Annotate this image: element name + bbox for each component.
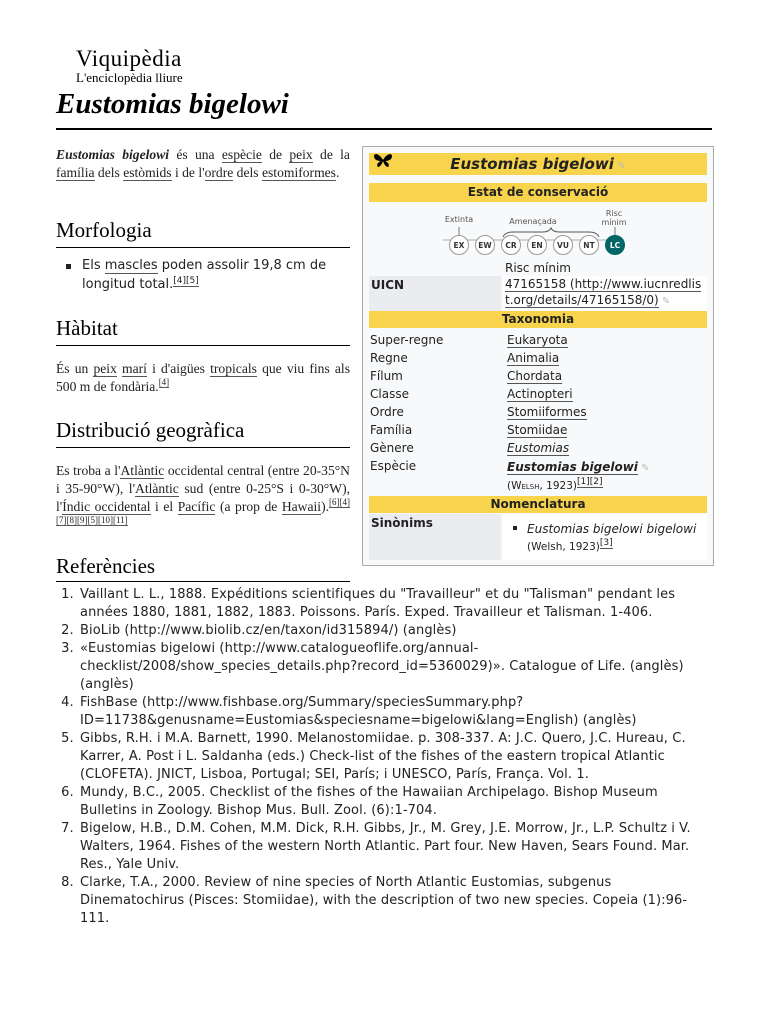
rank-label: Regne [370,351,408,365]
habitat-paragraph: És un peix marí i d'aigües tropicals que viu fins als 500 m de fondària.[4] [56,361,350,394]
edit-pencil-icon[interactable]: ✎ [613,161,626,172]
infobox-title: Eustomias bigelowi [450,155,614,173]
infobox-title-bar [369,153,707,175]
heading-divider [56,447,350,448]
rank-label: Fílum [370,369,403,383]
uicn-value-cell [503,276,707,312]
link-peix[interactable]: peix [289,147,313,162]
status-text: Risc mínim [505,261,571,275]
link-familia[interactable]: família [56,165,95,180]
logo-name: Viquipèdia [76,46,182,71]
reference-item: 8. Clarke, T.A., 2000. Review of nine species of North Atlantic Eustomias, subgenus Dinematochirus (Pisces: Stomiidae), with the description of two new species. Copeia (1):96-111. [78,874,716,928]
taxonomy-row-ordre [369,404,707,422]
edit-pencil-icon[interactable]: ✎ [658,296,671,307]
rank-label: Ordre [370,405,404,419]
link-mascles[interactable]: mascles [104,258,158,273]
synonym-name: Eustomias bigelowi bigelowi [527,522,697,536]
cite-refs[interactable]: [3] [599,538,613,548]
rank-value-link[interactable]: Eukaryota [507,333,568,347]
wiki-logo[interactable] [76,46,183,86]
butterfly-icon [373,152,393,175]
reference-item: 5. Gibbs, R.H. i M.A. Barnett, 1990. Melanostomiidae. p. 308-337. A: J.C. Quero, J.C. Hureau, C. Karrer, A. Post i L. Saldanha (eds.) Check-list of the fishes of the eastern tropical Atlantic (CLOFETA). JNICT, Lisboa, Portugal; SEI, París; i UNESCO, París, França. Vol. 1. [78,730,716,784]
section-distribucio [56,418,350,534]
logo-tagline: L'enciclopèdia lliure [76,70,183,85]
rank-label: Super-regne [370,333,444,347]
taxonomy-row-species [369,458,707,494]
distribucio-paragraph: Es troba a l'Atlàntic occidental central (entre 20-35°N i 35-90°W), l'Atlàntic sud (entre 0-25°S i 0-30°W), l'Índic occidental i el Pacífic (a prop de Hawaii).[6][4][7][8][9][5][10][11] [56,463,351,526]
rank-value-link[interactable]: Actinopteri [507,387,573,401]
link-tropicals[interactable]: tropicals [210,361,257,376]
synonyms-value-cell [503,514,707,560]
intro-section [56,146,350,182]
heading-divider [56,247,350,248]
status-vu: VU [553,235,573,255]
rank-value-link[interactable]: Stomiidae [507,423,568,437]
reference-item: 3. «Eustomias bigelowi (http://www.catalogueoflife.org/annual-checklist/2008/show_species_details.php?record_id=5360029)». Catalogue of Life. (anglès) (anglès) [78,640,716,694]
link-peix[interactable]: peix [93,361,117,376]
intro-paragraph: Eustomias bigelowi és una espècie de peix de la família dels estòmids i de l'ordre dels estomiformes. [56,147,350,180]
synonyms-label-cell [369,514,501,560]
status-en: EN [527,235,547,255]
cite-refs[interactable]: [1][2] [577,477,603,487]
taxonomy-row-superregne [369,332,707,350]
reference-item: 2. BioLib (http://www.biolib.cz/en/taxon/id315894/) (anglès) [78,622,716,640]
link-atlantic[interactable]: Atlàntic [135,481,179,496]
nomenclature-header: Nomenclatura [369,496,707,513]
conservation-header: Estat de conservació [369,183,707,202]
taxonomy-row-flum [369,368,707,386]
link-ordre[interactable]: ordre [204,165,234,180]
cite-refs[interactable]: [4] [158,377,170,388]
rank-label: Gènere [370,441,414,455]
reference-item: 7. Bigelow, H.B., D.M. Cohen, M.M. Dick, R.H. Gibbs, Jr., M. Grey, J.E. Morrow, Jr., L.P. Schultz i V. Walters, 1964. Fishes of the western North Atlantic. Part four. New Haven, Sears Found. Mar. Res., Yale Univ. [78,820,716,874]
label-extinct: Extinta [444,215,474,224]
taxonomy-row-regne [369,350,707,368]
link-especie[interactable]: espècie [221,147,262,162]
link-hawaii[interactable]: Hawaii [281,499,322,514]
morfologia-list [56,256,350,294]
heading-divider [56,345,350,346]
page-title: Eustomias bigelowi [56,88,289,120]
link-indic-occidental[interactable]: Índic occidental [62,499,151,514]
taxonomy-row-classe [369,386,707,404]
link-atlantic[interactable]: Atlàntic [120,463,165,478]
synonym-item [527,521,696,556]
species-author: (Welsh, 1923) [507,480,578,492]
status-lc-selected: LC [605,235,625,255]
rank-value-link[interactable]: Stomiiformes [507,405,587,419]
rank-value-link[interactable]: Eustomias [507,441,570,455]
synonyms-label: Sinònims [371,516,433,530]
rank-value-link[interactable]: Chordata [507,369,563,383]
intro-species: Eustomias bigelowi [56,147,170,162]
link-estomiformes[interactable]: estomiformes [261,165,336,180]
bullet [513,526,517,530]
heading-distribucio: Distribució geogràfica [56,418,245,442]
link-estomids[interactable]: estòmids [123,165,172,180]
heading-habitat: Hàbitat [56,316,118,340]
reference-item: 4. FishBase (http://www.fishbase.org/Summary/speciesSummary.php?ID=11738&genusname=Eustomias&speciesname=bigelowi&lang=English) (anglès) [78,694,716,730]
taxonomy-row-famlia [369,422,707,440]
status-nt: NT [579,235,599,255]
status-cr: CR [501,235,521,255]
status-ew: EW [475,235,495,255]
rank-label: Espècie [370,459,417,473]
uicn-label: UICN [371,278,405,292]
link-mari[interactable]: marí [122,361,147,376]
cite-refs[interactable]: [4][5] [173,275,199,286]
rank-label: Classe [370,387,409,401]
list-item: Els mascles poden assolir 19,8 cm de longitud total.[4][5] [56,256,350,294]
taxobox [362,146,714,566]
species-link[interactable]: Eustomias bigelowi [507,460,638,474]
heading-divider [56,581,350,582]
label-threatened: Amenaçada [509,217,557,226]
references-list [56,586,716,928]
uicn-link[interactable]: 47165158 (http://www.iucnredlist.org/details/47165158/0) [505,277,702,307]
heading-referencies: Referències [56,554,156,578]
taxonomy-row-gnere [369,440,707,458]
status-ex: EX [449,235,469,255]
section-morfologia [56,218,350,294]
label-least-concern: Risc mínim [601,209,627,227]
uicn-label-cell [369,276,501,312]
synonym-author: (Welsh, 1923) [527,541,600,553]
species-value [507,459,649,494]
taxonomy-header: Taxonomia [369,311,707,328]
link-pacific[interactable]: Pacífic [177,499,216,514]
rank-label: Família [370,423,413,437]
heading-morfologia: Morfologia [56,218,152,242]
cite-refs[interactable]: [6][4][7][8][9][5][10][11] [56,497,351,526]
reference-item: 6. Mundy, B.C., 2005. Checklist of the fishes of the Hawaiian Archipelago. Bishop Museum Bulletins in Zoology. Bishop Mus. Bull. Zool. (6):1-704. [78,784,716,820]
edit-pencil-icon[interactable]: ✎ [637,463,650,474]
title-divider [56,128,712,130]
section-habitat [56,316,350,396]
reference-item: 1. Vaillant L. L., 1888. Expéditions scientifiques du "Travailleur" et du "Talisman" pendant les années 1880, 1881, 1882, 1883. Poissons. París. Exped. Travailleur et Talisman. 1-406. [78,586,716,622]
rank-value-link[interactable]: Animalia [507,351,560,365]
